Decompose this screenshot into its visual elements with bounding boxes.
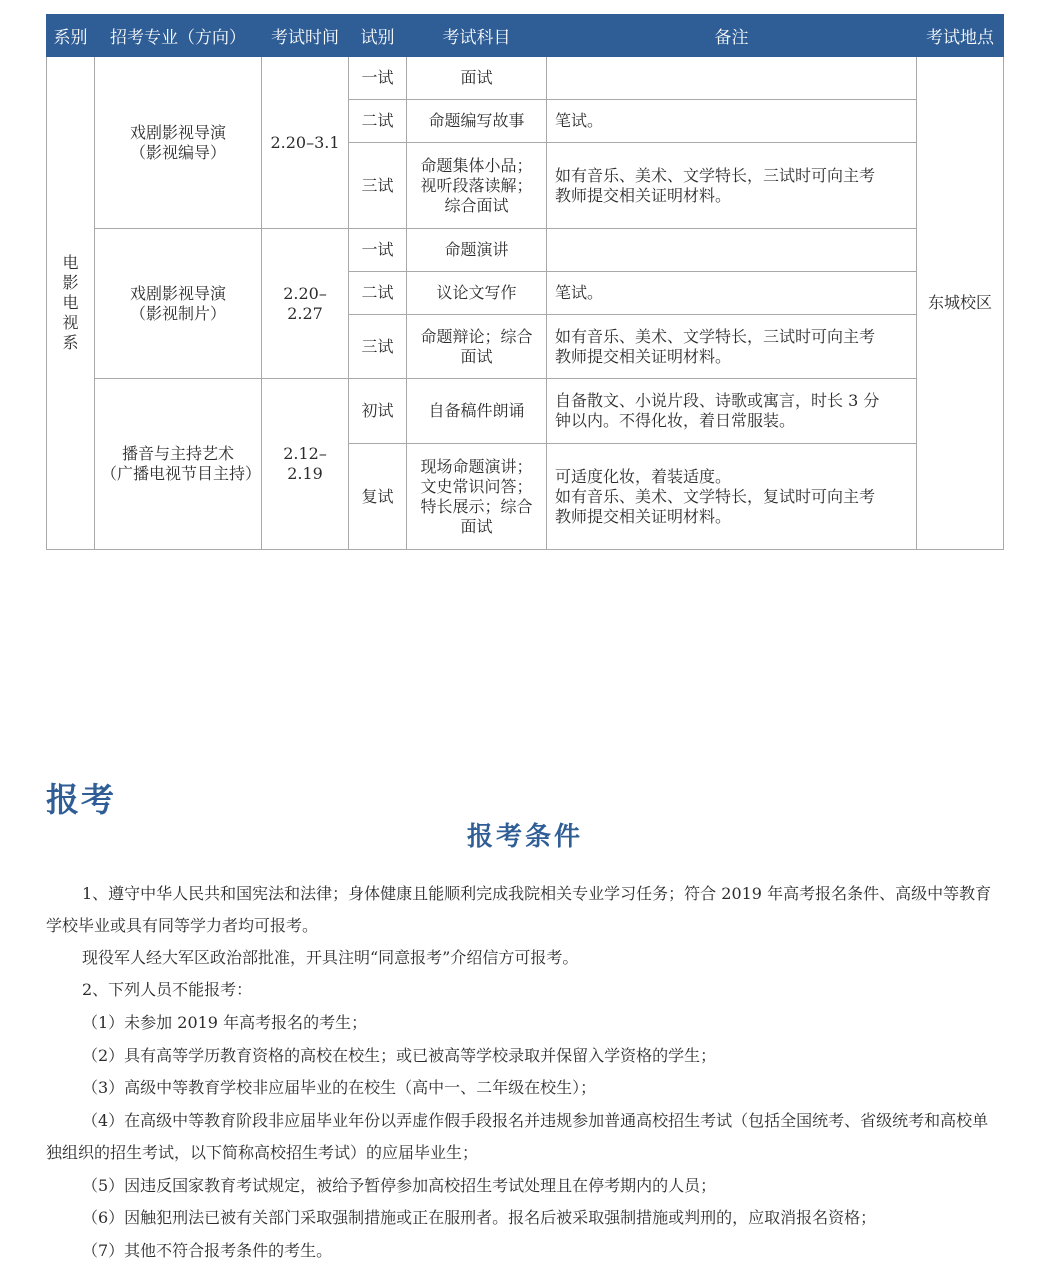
round-cell: 二试 <box>349 100 407 143</box>
subject-cell: 命题编写故事 <box>407 100 547 143</box>
section-subtitle: 报考条件 <box>466 822 583 852</box>
round-cell: 一试 <box>349 229 407 272</box>
exam-time-cell: 2.20–3.1 <box>262 57 349 229</box>
header-subject: 考试科目 <box>407 15 547 57</box>
subject-cell: 命题集体小品； 视听段落读解； 综合面试 <box>407 143 547 229</box>
round-cell: 复试 <box>349 444 407 550</box>
list-item: （6）因触犯刑法已被有关部门采取强制措施或正在服刑者。报名后被采取强制措施或判刑的，应取消报名资格； <box>82 1208 877 1227</box>
major-cell: 播音与主持艺术 （广播电视节目主持） <box>95 379 262 550</box>
list-item: （7）其他不符合报考条件的考生。 <box>82 1241 333 1260</box>
table-row <box>47 379 1004 444</box>
round-cell: 三试 <box>349 143 407 229</box>
table-row <box>47 229 1004 272</box>
header-time: 考试时间 <box>262 15 349 57</box>
list-item: （3）高级中等教育学校非应届毕业的在校生（高中一、二年级在校生）； <box>82 1078 597 1097</box>
table-row <box>47 57 1004 100</box>
note-cell: 笔试。 <box>547 272 917 315</box>
note-cell: 如有音乐、美术、文学特长，三试时可向主考 教师提交相关证明材料。 <box>547 315 917 379</box>
header-round: 试别 <box>349 15 407 57</box>
exam-schedule-table <box>46 14 1004 550</box>
header-department: 系别 <box>47 15 95 57</box>
note-cell: 自备散文、小说片段、诗歌或寓言，时长 3 分 钟以内。不得化妆，着日常服装。 <box>547 379 917 444</box>
round-cell: 一试 <box>349 57 407 100</box>
condition-paragraph-1: 1、遵守中华人民共和国宪法和法律；身体健康且能顺利完成我院相关专业学习任务；符合 2019 年高考报名条件、高级中等教育学校毕业或具有同等学力者均可报考。 <box>46 884 992 935</box>
exam-time-cell: 2.12–2.19 <box>262 379 349 550</box>
note-cell <box>547 229 917 272</box>
note-cell: 笔试。 <box>547 100 917 143</box>
list-item: （2）具有高等学历教育资格的高校在校生；或已被高等学校录取并保留入学资格的学生； <box>82 1046 717 1065</box>
department-name: 电影电视系 <box>62 253 79 352</box>
major-cell: 戏剧影视导演 （影视编导） <box>95 57 262 229</box>
list-item: （5）因违反国家教育考试规定，被给予暂停参加高校招生考试处理且在停考期内的人员； <box>82 1176 717 1195</box>
round-cell: 初试 <box>349 379 407 444</box>
subject-cell: 自备稿件朗诵 <box>407 379 547 444</box>
section-title: 报考 <box>46 780 116 819</box>
department-cell <box>47 57 95 550</box>
round-cell: 二试 <box>349 272 407 315</box>
note-cell <box>547 57 917 100</box>
list-item: （4）在高级中等教育阶段非应届毕业年份以弄虚作假手段报名并违规参加普通高校招生考试（包括全国统考、省级统考和高校单独组织的招生考试，以下简称高校招生考试）的应届毕业生； <box>46 1111 989 1162</box>
exam-time-cell: 2.20–2.27 <box>262 229 349 379</box>
major-cell: 戏剧影视导演 （影视制片） <box>95 229 262 379</box>
condition-paragraph-military: 现役军人经大军区政治部批准，开具注明“同意报考”介绍信方可报考。 <box>82 948 579 967</box>
subject-cell: 现场命题演讲； 文史常识问答； 特长展示；综合 面试 <box>407 444 547 550</box>
subject-cell: 面试 <box>407 57 547 100</box>
header-major: 招考专业（方向） <box>95 15 262 57</box>
subject-cell: 命题辩论；综合 面试 <box>407 315 547 379</box>
subject-cell: 议论文写作 <box>407 272 547 315</box>
round-cell: 三试 <box>349 315 407 379</box>
condition-paragraph-2: 2、下列人员不能报考： <box>82 980 253 999</box>
table-header-row <box>47 15 1004 57</box>
note-cell: 可适度化妆，着装适度。 如有音乐、美术、文学特长，复试时可向主考 教师提交相关证明材料。 <box>547 444 917 550</box>
list-item: （1）未参加 2019 年高考报名的考生； <box>82 1013 368 1032</box>
note-cell: 如有音乐、美术、文学特长，三试时可向主考 教师提交相关证明材料。 <box>547 143 917 229</box>
location-cell: 东城校区 <box>917 57 1004 550</box>
subject-cell: 命题演讲 <box>407 229 547 272</box>
header-location: 考试地点 <box>917 15 1004 57</box>
header-note: 备注 <box>547 15 917 57</box>
